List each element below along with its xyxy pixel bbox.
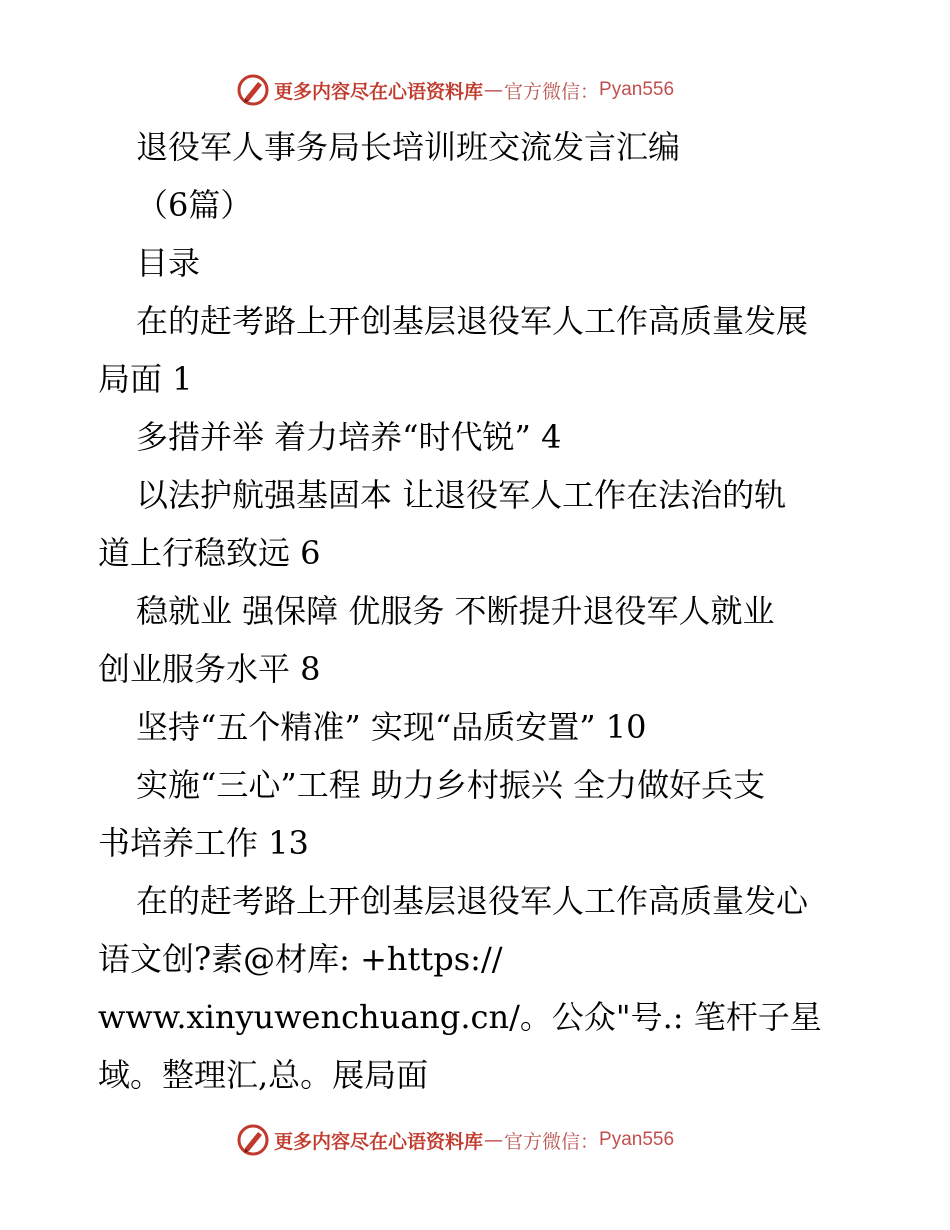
text-line: 在的赶考路上开创基层退役军人工作高质量发展 [136,302,809,340]
text-line: 域。整理汇,总。展局面 [98,1056,429,1094]
footer-banner [236,1122,716,1158]
banner-wechat-label: 官方微信： [504,80,600,103]
banner-separator: — [484,1129,504,1151]
text-line: 道上行稳致远 6 [98,534,321,572]
pen-logo-icon [236,1123,270,1157]
text-line: www.xinyuwenchuang.cn/。公众"号.: 笔杆子星 [98,998,822,1036]
text-line: 目录 [136,244,201,282]
banner-main-text: 更多内容尽在心语资料库 [274,80,484,103]
text-line: 坚持“五个精准” 实现“品质安置” 10 [136,708,647,746]
document-body [98,118,858,1104]
banner-wechat-id: Pyan556 [599,1129,675,1150]
pen-logo-icon [236,73,270,107]
banner-wechat-id: Pyan556 [599,79,675,100]
text-line: 退役军人事务局长培训班交流发言汇编 [136,128,681,166]
header-banner [236,72,716,108]
text-line: 语文创?素@材库: +https:// [98,940,503,978]
text-line: （6篇） [136,186,253,224]
text-line: 局面 1 [98,360,193,398]
banner-main-text: 更多内容尽在心语资料库 [274,1130,484,1153]
text-line: 创业服务水平 8 [98,650,321,688]
banner-separator: — [484,79,504,101]
text-line: 稳就业 强保障 优服务 不断提升退役军人就业 [136,592,775,630]
text-line: 书培养工作 13 [98,824,309,862]
banner-wechat-label: 官方微信： [504,1130,600,1153]
text-line: 以法护航强基固本 让退役军人工作在法治的轨 [136,476,787,514]
text-line: 多措并举 着力培养“时代锐” 4 [136,418,562,456]
text-line: 实施“三心”工程 助力乡村振兴 全力做好兵支 [136,766,766,804]
text-line: 在的赶考路上开创基层退役军人工作高质量发心 [136,882,809,920]
